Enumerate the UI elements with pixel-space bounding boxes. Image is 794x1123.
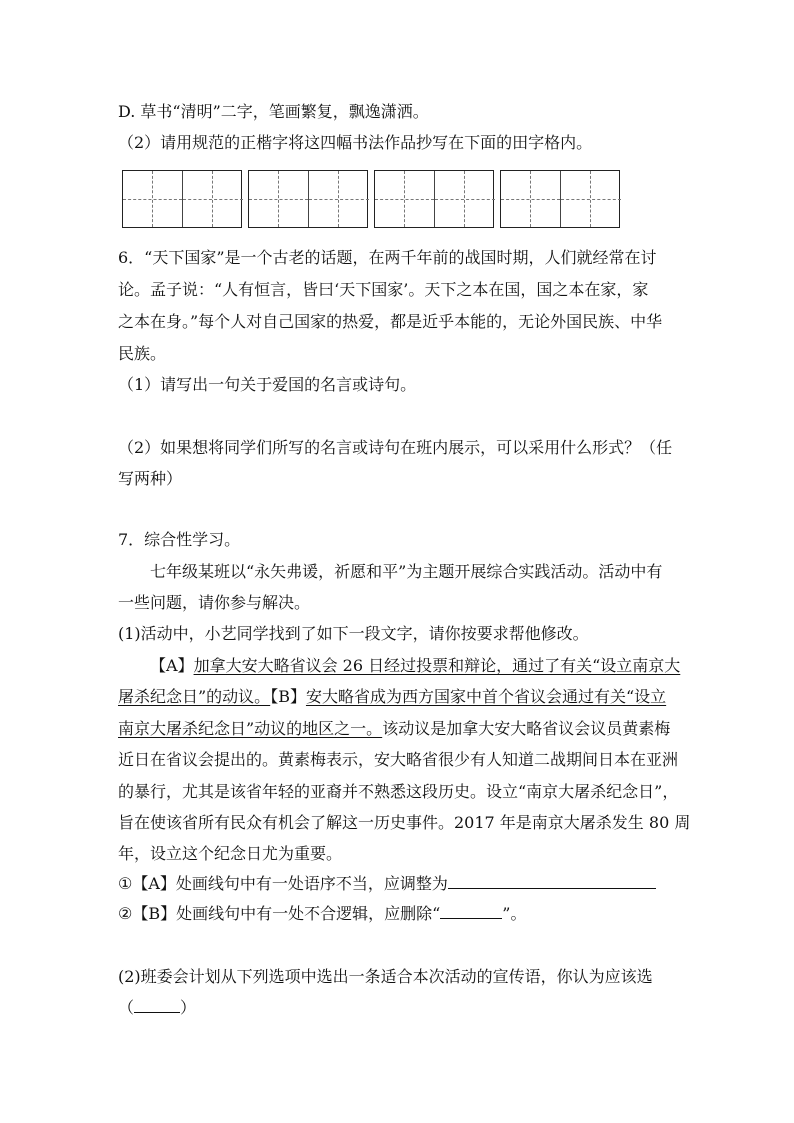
question-7-intro-line-2: 一些问题，请你参与解决。 xyxy=(118,593,311,612)
question-7-sub-2-line-1: (2)班委会计划从下列选项中选出一条适合本次活动的宣传语，你认为应该选 xyxy=(118,967,653,986)
tianzige-grid-3[interactable] xyxy=(374,170,494,228)
item-2 xyxy=(118,903,526,925)
marker-b: 【B】 xyxy=(270,687,306,706)
tianzige-grid-2[interactable] xyxy=(248,170,368,228)
question-6-line-4: 民族。 xyxy=(118,344,167,363)
passage-line-3 xyxy=(118,718,670,740)
item-2-text: ②【B】处画线句中有一处不合逻辑，应删除“ xyxy=(118,904,441,923)
paren-open: （ xyxy=(118,998,135,1017)
item-2-end: ”。 xyxy=(502,904,527,923)
item-1 xyxy=(118,873,656,895)
marker-a: 【A】 xyxy=(150,656,194,675)
question-7-title: 7．综合性学习。 xyxy=(118,530,241,549)
underlined-sentence-b-part-1: 安大略省成为西方国家中首个省议会通过有关“设立 xyxy=(305,687,667,706)
question-6-sub-1: （1）请写出一句关于爱国的名言或诗句。 xyxy=(118,375,417,394)
passage-line-1 xyxy=(150,655,680,677)
question-6-line-2: 论。孟子说：“人有恒言，皆曰‘天下国家’。天下之本在国，国之本在家，家 xyxy=(118,280,649,299)
passage-line-4: 近日在省议会提出的。黄素梅表示，安大略省很少有人知道二战期间日本在亚洲 xyxy=(118,750,679,769)
question-6-sub-2-line-2: 写两种） xyxy=(118,469,183,488)
question-6-line-3: 之本在身。”每个人对自己国家的热爱，都是近乎本能的，无论外国民族、中华 xyxy=(118,312,663,331)
passage-text: 该动议是加拿大安大略省议会议员黄素梅 xyxy=(382,719,671,738)
passage-line-5: 的暴行，尤其是该省年轻的亚裔并不熟悉这段历史。设立“南京大屠杀纪念日”， xyxy=(118,782,679,801)
tianzige-grid-4[interactable] xyxy=(500,170,620,228)
question-7-sub-1: (1)活动中，小艺同学找到了如下一段文字，请你按要求帮他修改。 xyxy=(118,624,589,643)
item-1-text: ①【A】处画线句中有一处语序不当，应调整为 xyxy=(118,874,448,893)
answer-blank-2[interactable] xyxy=(440,904,502,919)
question-6-line-1: 6．“天下国家”是一个古老的话题，在两千年前的战国时期，人们就经常在讨 xyxy=(118,248,657,267)
underlined-sentence-a-part-1: 加拿大安大略省议会 26 日经过投票和辩论，通过了有关“设立南京大 xyxy=(193,656,681,675)
passage-line-2 xyxy=(118,686,666,708)
underlined-sentence-b-part-2: 南京大屠杀纪念日”动议的地区之一。 xyxy=(118,719,383,738)
sub-question-2: （2）请用规范的正楷字将这四幅书法作品抄写在下面的田字格内。 xyxy=(118,133,593,152)
passage-line-6: 旨在使该省所有民众有机会了解这一历史事件。2017 年是南京大屠杀发生 80 周 xyxy=(118,813,691,832)
question-7-sub-2-line-2 xyxy=(118,997,196,1019)
answer-blank-3[interactable] xyxy=(134,998,180,1013)
passage-line-7: 年，设立这个纪念日尤为重要。 xyxy=(118,844,343,863)
answer-blank-1[interactable] xyxy=(448,874,656,889)
tianzige-grid-row xyxy=(122,170,622,230)
question-6-sub-2-line-1: （2）如果想将同学们所写的名言或诗句在班内展示，可以采用什么形式？（任 xyxy=(118,438,673,457)
tianzige-grid-1[interactable] xyxy=(122,170,242,228)
option-d: D. 草书“清明”二字，笔画繁复，飘逸潇洒。 xyxy=(118,102,429,121)
question-7-intro-line-1: 七年级某班以“永矢弗谖，祈愿和平”为主题开展综合实践活动。活动中有 xyxy=(150,562,663,581)
paren-close: ） xyxy=(180,998,197,1017)
underlined-sentence-a-part-2: 屠杀纪念日”的动议。 xyxy=(118,687,271,706)
